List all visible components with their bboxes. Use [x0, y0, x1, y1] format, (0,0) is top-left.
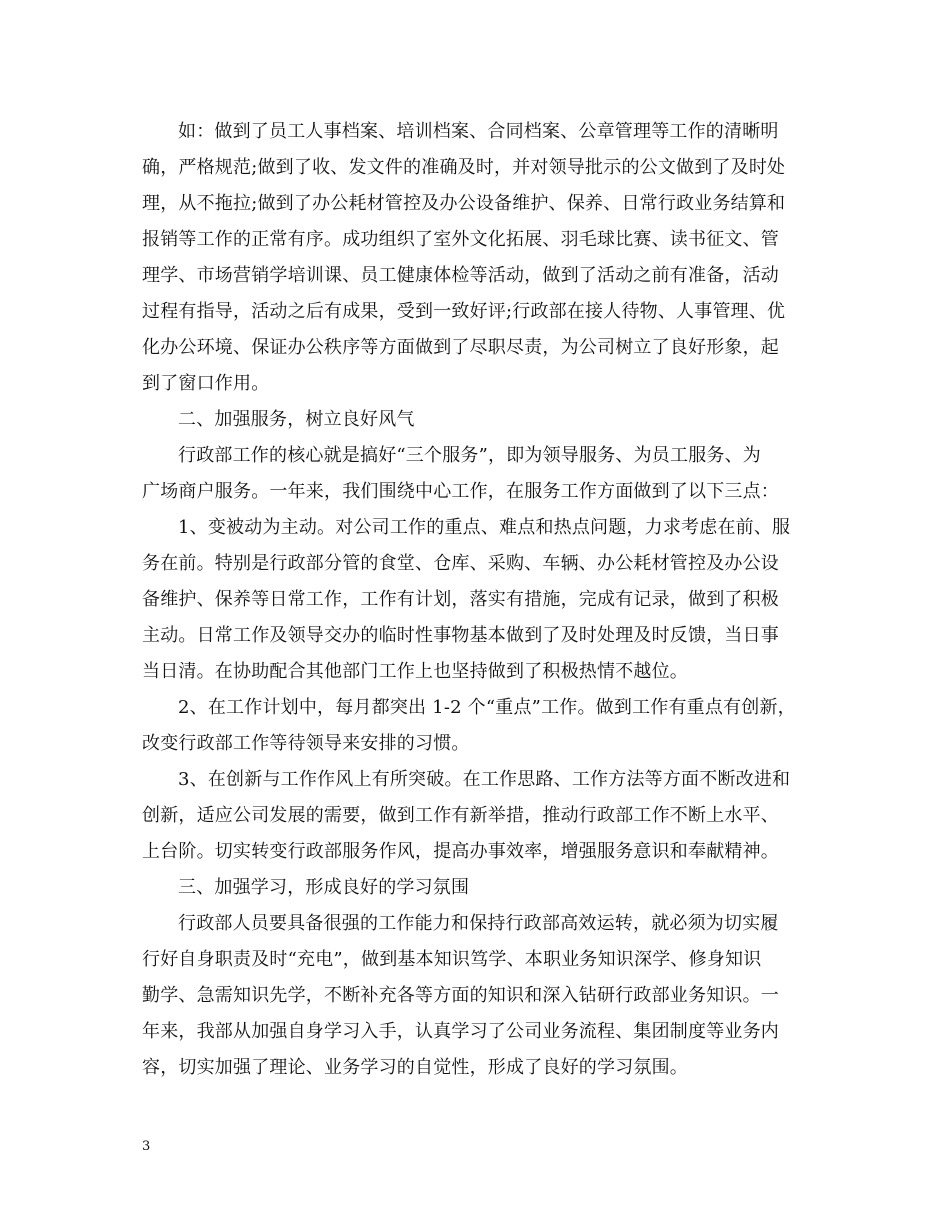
paragraph-line: 2、在工作计划中，每月都突出 1-2 个“重点”工作。做到工作有重点有创新，: [178, 697, 796, 718]
paragraph-line: 行政部工作的核心就是搞好“三个服务”，即为领导服务、为员工服务、为: [178, 445, 762, 466]
paragraph-line: 备维护、保养等日常工作，工作有计划，落实有措施，完成有记录，做到了积极: [142, 589, 779, 610]
paragraph-line: 当日清。在协助配合其他部门工作上也坚持做到了积极热情不越位。: [142, 661, 688, 682]
section-heading: 二、加强服务，树立良好风气: [178, 409, 415, 430]
paragraph-line: 到了窗口作用。: [142, 373, 270, 394]
paragraph-line: 年来，我部从加强自身学习入手，认真学习了公司业务流程、集团制度等业务内: [142, 1021, 779, 1042]
paragraph-line: 1、变被动为主动。对公司工作的重点、难点和热点问题，力求考虑在前、服: [178, 517, 791, 538]
paragraph-line: 主动。日常工作及领导交办的临时性事物基本做到了及时处理及时反馈，当日事: [142, 625, 779, 646]
paragraph-line: 改变行政部工作等待领导来安排的习惯。: [142, 733, 470, 754]
paragraph-line: 理，从不拖拉;做到了办公耗材管控及办公设备维护、保养、日常行政业务结算和: [142, 193, 786, 214]
paragraph-line: 行政部人员要具备很强的工作能力和保持行政部高效运转，就必须为切实履: [178, 913, 779, 934]
section-heading: 三、加强学习，形成良好的学习氛围: [178, 877, 470, 898]
paragraph-line: 务在前。特别是行政部分管的食堂、仓库、采购、车辆、办公耗材管控及办公设: [142, 553, 779, 574]
paragraph-line: 化办公环境、保证办公秩序等方面做到了尽职尽责，为公司树立了良好形象，起: [142, 337, 779, 358]
paragraph-line: 行好自身职责及时“充电”，做到基本知识笃学、本职业务知识深学、修身知识: [142, 949, 762, 970]
paragraph-line: 上台阶。切实转变行政部服务作风，提高办事效率，增强服务意识和奉献精神。: [142, 841, 779, 862]
paragraph-line: 确，严格规范;做到了收、发文件的准确及时，并对领导批示的公文做到了及时处: [142, 157, 786, 178]
document-body: [142, 114, 814, 1086]
paragraph-line: 广场商户服务。一年来，我们围绕中心工作，在服务工作方面做到了以下三点：: [142, 481, 779, 502]
paragraph-line: 如：做到了员工人事档案、培训档案、合同档案、公章管理等工作的清晰明: [178, 121, 779, 142]
paragraph-line: 创新，适应公司发展的需要，做到工作有新举措，推动行政部工作不断上水平、: [142, 805, 779, 826]
paragraph-line: 容，切实加强了理论、业务学习的自觉性，形成了良好的学习氛围。: [142, 1057, 688, 1078]
paragraph-line: 过程有指导，活动之后有成果，受到一致好评;行政部在接人待物、人事管理、优: [142, 301, 786, 322]
page-number: 3: [142, 1139, 151, 1154]
paragraph-line: 报销等工作的正常有序。成功组织了室外文化拓展、羽毛球比赛、读书征文、管: [142, 229, 779, 250]
paragraph-line: 3、在创新与工作作风上有所突破。在工作思路、工作方法等方面不断改进和: [178, 769, 791, 790]
paragraph-line: 理学、市场营销学培训课、员工健康体检等活动，做到了活动之前有准备，活动: [142, 265, 779, 286]
paragraph-line: 勤学、急需知识先学，不断补充各等方面的知识和深入钻研行政部业务知识。一: [142, 985, 779, 1006]
